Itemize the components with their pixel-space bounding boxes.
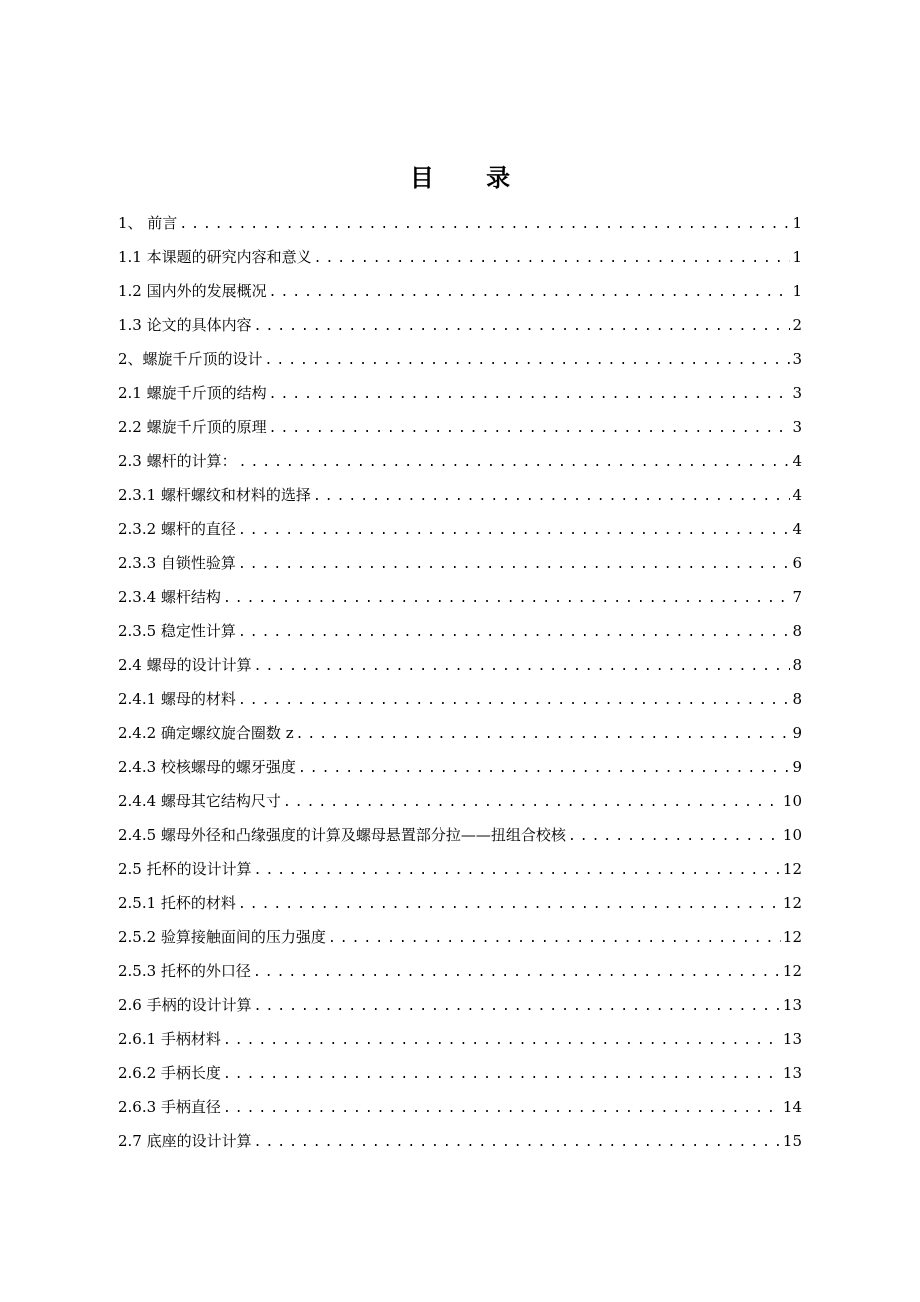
toc-page-number: 4 xyxy=(792,452,802,470)
toc-page-number: 6 xyxy=(792,554,802,572)
toc-dot-leader xyxy=(254,1126,781,1158)
toc-entry[interactable] xyxy=(118,410,802,444)
toc-entry-title: 2.5.3 托杯的外口径 xyxy=(118,962,251,980)
toc-page-number: 9 xyxy=(792,758,802,776)
toc-entry-title: 2.5.1 托杯的材料 xyxy=(118,894,236,912)
toc-entry-title: 2.3.4 螺杆结构 xyxy=(118,588,221,606)
toc-page-number: 13 xyxy=(782,996,802,1014)
toc-entry[interactable] xyxy=(118,1022,802,1056)
toc-entry-title: 2.3.3 自锁性验算 xyxy=(118,554,236,572)
toc-entry[interactable] xyxy=(118,1090,802,1124)
toc-dot-leader xyxy=(269,412,791,444)
toc-entry[interactable] xyxy=(118,886,802,920)
toc-dot-leader xyxy=(265,344,791,376)
toc-dot-leader xyxy=(298,752,791,784)
toc-entry-title: 1.3 论文的具体内容 xyxy=(118,316,252,334)
toc-dot-leader xyxy=(314,242,791,274)
toc-entry-title: 2.3.5 稳定性计算 xyxy=(118,622,236,640)
toc-entry[interactable] xyxy=(118,716,802,750)
toc-dot-leader xyxy=(254,854,781,886)
toc-entry[interactable] xyxy=(118,1124,802,1158)
toc-entry[interactable] xyxy=(118,954,802,988)
toc-entry[interactable] xyxy=(118,512,802,546)
toc-entry-title: 2.7 底座的设计计算 xyxy=(118,1132,252,1150)
toc-dot-leader xyxy=(238,684,791,716)
toc-page-number: 1 xyxy=(792,282,802,300)
toc-page-number: 4 xyxy=(792,486,802,504)
toc-entry[interactable] xyxy=(118,614,802,648)
toc-entry-title: 2.5.2 验算接触面间的压力强度 xyxy=(118,928,326,946)
toc-entry[interactable] xyxy=(118,308,802,342)
toc-entry[interactable] xyxy=(118,648,802,682)
toc-dot-leader xyxy=(238,616,791,648)
toc-entry[interactable] xyxy=(118,376,802,410)
toc-page-number: 10 xyxy=(782,792,802,810)
toc-page-number: 12 xyxy=(782,962,802,980)
toc-dot-leader xyxy=(254,990,781,1022)
toc-page-number: 3 xyxy=(792,418,802,436)
toc-page-number: 13 xyxy=(782,1064,802,1082)
toc-entry-title: 2.4.5 螺母外径和凸缘强度的计算及螺母悬置部分拉——扭组合校核 xyxy=(118,826,566,844)
toc-page-number: 15 xyxy=(782,1132,802,1150)
toc-page-number: 10 xyxy=(782,826,802,844)
toc-dot-leader xyxy=(269,378,791,410)
toc-entry[interactable] xyxy=(118,240,802,274)
toc-dot-leader xyxy=(269,276,791,308)
toc-page-number: 12 xyxy=(782,928,802,946)
toc-page-number: 3 xyxy=(792,350,802,368)
toc-entry[interactable] xyxy=(118,682,802,716)
toc-dot-leader xyxy=(568,820,781,852)
toc-entry[interactable] xyxy=(118,852,802,886)
toc-dot-leader xyxy=(296,718,791,750)
toc-entry-title: 1、 前言 xyxy=(118,214,178,232)
toc-entry[interactable] xyxy=(118,750,802,784)
toc-entry-title: 2.3 螺杆的计算： xyxy=(118,452,237,470)
toc-entry[interactable] xyxy=(118,920,802,954)
toc-dot-leader xyxy=(239,446,791,478)
toc-dot-leader xyxy=(238,514,791,546)
toc-dot-leader xyxy=(254,310,791,342)
toc-dot-leader xyxy=(223,1092,781,1124)
toc-entry[interactable] xyxy=(118,546,802,580)
toc-entry-title: 2.4 螺母的设计计算 xyxy=(118,656,252,674)
toc-page-number: 8 xyxy=(792,622,802,640)
toc-entry-title: 2.4.2 确定螺纹旋合圈数 z xyxy=(118,724,294,742)
toc-entry[interactable] xyxy=(118,206,802,240)
toc-dot-leader xyxy=(253,956,781,988)
toc-entry[interactable] xyxy=(118,342,802,376)
toc-entry[interactable] xyxy=(118,444,802,478)
toc-entry-title: 2.4.1 螺母的材料 xyxy=(118,690,236,708)
toc-page-number: 8 xyxy=(792,656,802,674)
toc-page-number: 4 xyxy=(792,520,802,538)
toc-page-number: 9 xyxy=(792,724,802,742)
toc-dot-leader xyxy=(238,888,781,920)
toc-entry-title: 2.4.3 校核螺母的螺牙强度 xyxy=(118,758,296,776)
toc-entry-title: 2.1 螺旋千斤顶的结构 xyxy=(118,384,267,402)
toc-entry-title: 2.6.1 手柄材料 xyxy=(118,1030,221,1048)
toc-page-number: 8 xyxy=(792,690,802,708)
toc-dot-leader xyxy=(238,548,791,580)
toc-dot-leader xyxy=(283,786,781,818)
toc-page-number: 12 xyxy=(782,860,802,878)
toc-entry-title: 2.3.1 螺杆螺纹和材料的选择 xyxy=(118,486,311,504)
toc-dot-leader xyxy=(223,582,791,614)
toc-entry-title: 2.2 螺旋千斤顶的原理 xyxy=(118,418,267,436)
toc-entry[interactable] xyxy=(118,988,802,1022)
toc-page-number: 14 xyxy=(782,1098,802,1116)
toc-dot-leader xyxy=(254,650,791,682)
toc-page-number: 3 xyxy=(792,384,802,402)
toc-entry[interactable] xyxy=(118,1056,802,1090)
toc-dot-leader xyxy=(179,208,790,240)
toc-entry[interactable] xyxy=(118,784,802,818)
toc-entry[interactable] xyxy=(118,274,802,308)
toc-entry[interactable] xyxy=(118,580,802,614)
toc-page-number: 7 xyxy=(792,588,802,606)
toc-page-number: 12 xyxy=(782,894,802,912)
toc-dot-leader xyxy=(223,1024,781,1056)
page-title: 目 录 xyxy=(409,163,533,192)
toc-dot-leader xyxy=(328,922,781,954)
toc-entry-title: 2.6.2 手柄长度 xyxy=(118,1064,221,1082)
toc-entry-title: 2.3.2 螺杆的直径 xyxy=(118,520,236,538)
toc-entry-title: 2.4.4 螺母其它结构尺寸 xyxy=(118,792,281,810)
toc-entry-title: 2.6.3 手柄直径 xyxy=(118,1098,221,1116)
toc-dot-leader xyxy=(223,1058,781,1090)
toc-entry-title: 2.6 手柄的设计计算 xyxy=(118,996,252,1014)
toc-entry[interactable] xyxy=(118,478,802,512)
toc-entry-title: 2.5 托杯的设计计算 xyxy=(118,860,252,878)
toc-page-number: 1 xyxy=(792,214,802,232)
toc-entry[interactable] xyxy=(118,818,802,852)
toc-page-number: 2 xyxy=(792,316,802,334)
toc-page-number: 1 xyxy=(792,248,802,266)
toc-entry-title: 1.1 本课题的研究内容和意义 xyxy=(118,248,312,266)
toc-entry-title: 1.2 国内外的发展概况 xyxy=(118,282,267,300)
table-of-contents xyxy=(118,206,802,1158)
toc-page-number: 13 xyxy=(782,1030,802,1048)
toc-dot-leader xyxy=(313,480,791,512)
toc-entry-title: 2、螺旋千斤顶的设计 xyxy=(118,350,263,368)
